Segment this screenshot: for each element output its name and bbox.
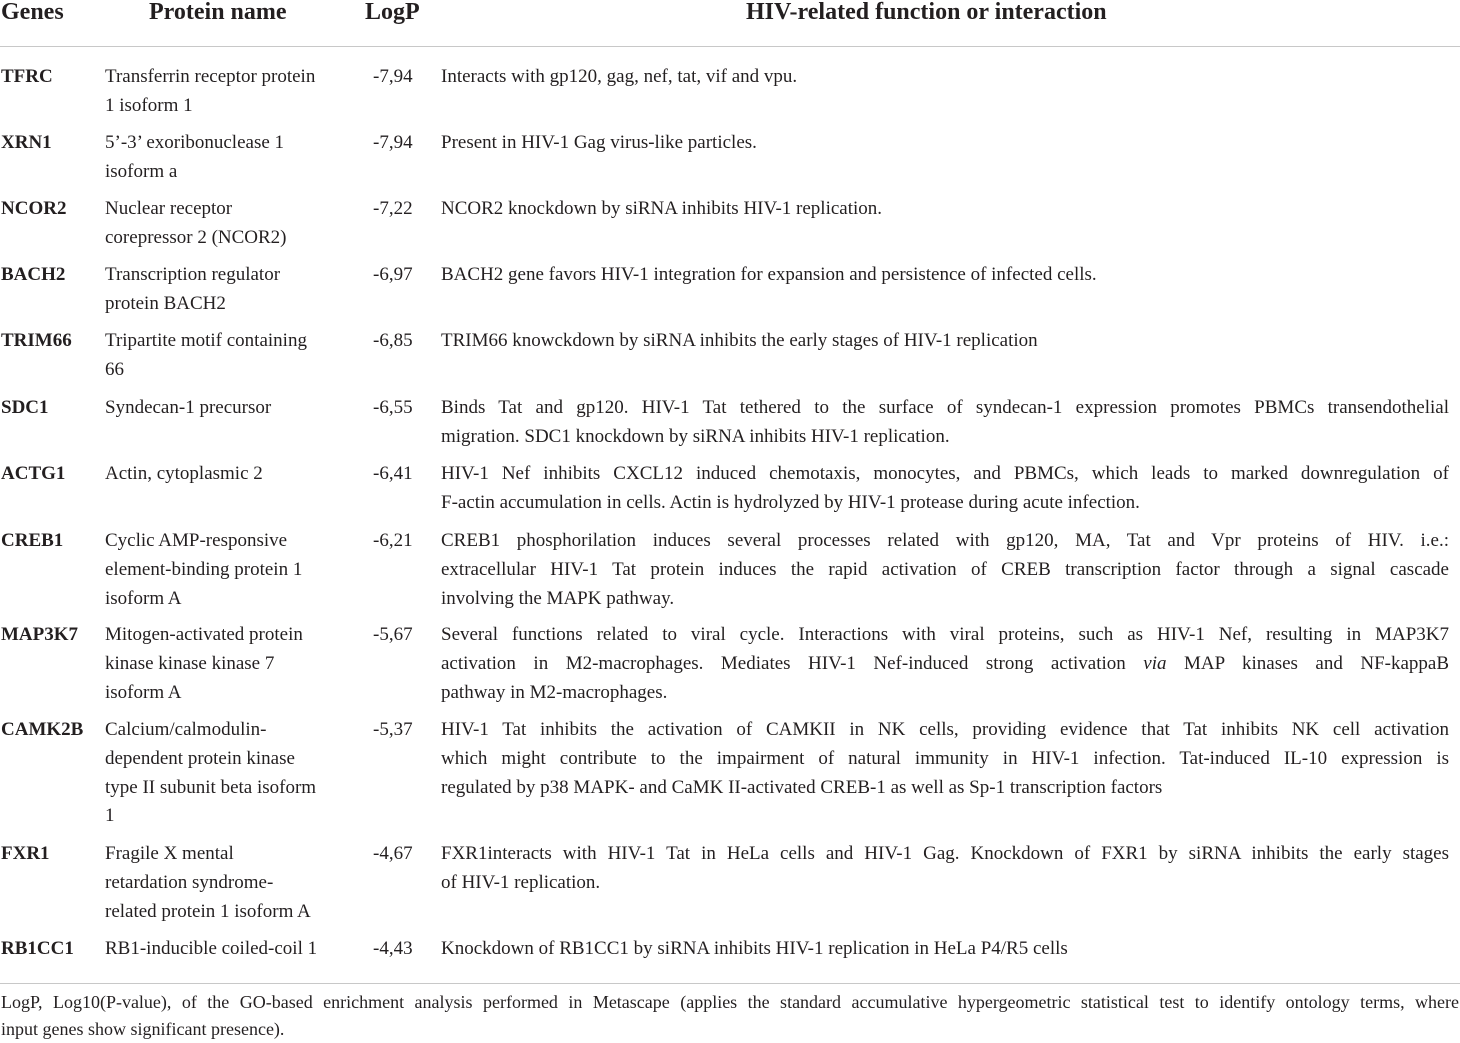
protein-name xyxy=(105,327,355,385)
protein-line: 5’-3’ exoribonuclease 1 xyxy=(105,132,285,153)
function-line: Several functions related to viral cycle. Interactions with viral proteins, such as HIV-1 Nef, resulting in MAP3K7 xyxy=(441,624,1449,645)
function-line: HIV-1 Nef inhibits CXCL12 induced chemotaxis, monocytes, and PBMCs, which leads to marked downregulation of xyxy=(441,463,1449,484)
hiv-function xyxy=(441,716,1449,802)
gene-name: MAP3K7 xyxy=(1,624,79,645)
protein-name xyxy=(105,394,355,423)
gene-name: TFRC xyxy=(1,66,53,87)
protein-name xyxy=(105,460,355,489)
function-line: migration. SDC1 knockdown by siRNA inhibits HIV-1 replication. xyxy=(441,425,950,447)
hiv-function xyxy=(441,840,1449,898)
hiv-function xyxy=(441,129,1449,158)
gene-name: CAMK2B xyxy=(1,719,84,740)
gene-name: BACH2 xyxy=(1,264,66,285)
function-line: pathway in M2-macrophages. xyxy=(441,681,668,703)
protein-line: Nuclear receptor xyxy=(105,198,233,219)
function-text: MAP kinases and NF-kappaB xyxy=(1166,652,1450,674)
protein-name xyxy=(105,195,355,253)
protein-line: 1 isoform 1 xyxy=(105,94,193,116)
gene-name: CREB1 xyxy=(1,530,64,551)
protein-line: Cyclic AMP-responsive xyxy=(105,530,288,551)
protein-line: 66 xyxy=(105,358,124,380)
hiv-function xyxy=(441,195,1449,224)
function-line: Present in HIV-1 Gag virus-like particles. xyxy=(441,132,757,153)
protein-line: isoform a xyxy=(105,160,178,182)
logp-value: -7,22 xyxy=(373,198,413,219)
function-line: extracellular HIV-1 Tat protein induces the rapid activation of CREB transcription factor through a signal cascade xyxy=(441,558,1449,580)
protein-name xyxy=(105,527,355,613)
protein-name xyxy=(105,716,355,831)
hiv-function xyxy=(441,63,1449,92)
function-line: Interacts with gp120, gag, nef, tat, vif and vpu. xyxy=(441,66,798,87)
header-logp: LogP xyxy=(365,0,420,25)
logp-value: -6,55 xyxy=(373,397,413,418)
protein-line: RB1-inducible coiled-coil 1 xyxy=(105,938,318,959)
protein-name xyxy=(105,840,355,926)
gene-name: FXR1 xyxy=(1,843,50,864)
table-header xyxy=(0,0,1460,47)
protein-line: element-binding protein 1 xyxy=(105,558,303,580)
logp-value: -7,94 xyxy=(373,132,413,153)
protein-line: Transcription regulator xyxy=(105,264,281,285)
protein-line: Fragile X mental xyxy=(105,843,234,864)
function-line: HIV-1 Tat inhibits the activation of CAMKII in NK cells, providing evidence that Tat inhibits NK cell activation xyxy=(441,719,1449,740)
function-line: FXR1interacts with HIV-1 Tat in HeLa cells and HIV-1 Gag. Knockdown of FXR1 by siRNA inhibits the early stages xyxy=(441,843,1449,864)
protein-line: type II subunit beta isoform xyxy=(105,776,317,798)
function-italic-text: via xyxy=(1143,652,1167,674)
logp-value: -6,41 xyxy=(373,463,413,484)
logp-value: -5,67 xyxy=(373,624,413,645)
protein-line: Transferrin receptor protein xyxy=(105,66,316,87)
hiv-function xyxy=(441,935,1449,964)
hiv-function xyxy=(441,460,1449,518)
protein-line: Mitogen-activated protein xyxy=(105,624,303,645)
protein-line: protein BACH2 xyxy=(105,292,226,314)
protein-line: retardation syndrome- xyxy=(105,871,274,893)
logp-value: -5,37 xyxy=(373,719,413,740)
protein-name xyxy=(105,935,355,964)
function-line xyxy=(441,650,1449,679)
header-hiv-function: HIV-related function or interaction xyxy=(746,0,1107,25)
header-protein-name: Protein name xyxy=(149,0,287,25)
function-line: CREB1 phosphorilation induces several processes related with gp120, MA, Tat and Vpr proteins of HIV. i.e.: xyxy=(441,530,1449,551)
hiv-function xyxy=(441,394,1449,452)
logp-value: -6,97 xyxy=(373,264,413,285)
function-line: Knockdown of RB1CC1 by siRNA inhibits HIV-1 replication in HeLa P4/R5 cells xyxy=(441,938,1068,959)
hiv-function xyxy=(441,621,1449,707)
protein-line: isoform A xyxy=(105,681,182,703)
protein-line: 1 xyxy=(105,805,115,827)
function-line: TRIM66 knowckdown by siRNA inhibits the early stages of HIV-1 replication xyxy=(441,330,1038,351)
function-text: activation in M2-macrophages. Mediates HIV-1 Nef-induced strong activation xyxy=(441,652,1144,674)
gene-name: TRIM66 xyxy=(1,330,72,351)
gene-name: NCOR2 xyxy=(1,198,67,219)
protein-line: Actin, cytoplasmic 2 xyxy=(105,463,263,484)
protein-line: isoform A xyxy=(105,587,182,609)
protein-line: corepressor 2 (NCOR2) xyxy=(105,226,287,248)
function-line: regulated by p38 MAPK- and CaMK II-activated CREB-1 as well as Sp-1 transcription factors xyxy=(441,776,1163,798)
hiv-function xyxy=(441,327,1449,356)
function-line: Binds Tat and gp120. HIV-1 Tat tethered to the surface of syndecan-1 expression promotes PBMCs transendothelial xyxy=(441,397,1449,418)
gene-name: XRN1 xyxy=(1,132,52,153)
protein-line: kinase kinase kinase 7 xyxy=(105,652,275,674)
protein-name xyxy=(105,129,355,187)
function-line: which might contribute to the impairment of natural immunity in HIV-1 infection. Tat-induced IL-10 expression is xyxy=(441,747,1449,769)
footnote-line: input genes show significant presence). xyxy=(1,1019,285,1039)
table-bottom-rule xyxy=(0,983,1460,984)
protein-name xyxy=(105,63,355,121)
logp-value: -7,94 xyxy=(373,66,413,87)
function-line: of HIV-1 replication. xyxy=(441,871,601,893)
protein-line: dependent protein kinase xyxy=(105,747,295,769)
protein-line: Calcium/calmodulin- xyxy=(105,719,267,740)
protein-name xyxy=(105,261,355,319)
hiv-function xyxy=(441,527,1449,613)
gene-name: ACTG1 xyxy=(1,463,66,484)
logp-value: -4,67 xyxy=(373,843,413,864)
protein-line: Tripartite motif containing xyxy=(105,330,307,351)
protein-line: Syndecan-1 precursor xyxy=(105,397,272,418)
function-line: BACH2 gene favors HIV-1 integration for expansion and persistence of infected cells. xyxy=(441,264,1097,285)
logp-value: -6,85 xyxy=(373,330,413,351)
protein-name xyxy=(105,621,355,707)
logp-value: -4,43 xyxy=(373,938,413,959)
footnote-line: LogP, Log10(P-value), of the GO-based enrichment analysis performed in Metascape (applies the standard accumulative hypergeometric statistical test to identify ontology terms, where xyxy=(1,992,1459,1012)
function-line: involving the MAPK pathway. xyxy=(441,587,675,609)
hiv-function xyxy=(441,261,1449,290)
protein-line: related protein 1 isoform A xyxy=(105,900,311,922)
gene-name: RB1CC1 xyxy=(1,938,74,959)
gene-name: SDC1 xyxy=(1,397,49,418)
table-footnote xyxy=(1,989,1459,1043)
function-line: NCOR2 knockdown by siRNA inhibits HIV-1 replication. xyxy=(441,198,883,219)
function-line: F-actin accumulation in cells. Actin is hydrolyzed by HIV-1 protease during acute infection. xyxy=(441,491,1140,513)
header-genes: Genes xyxy=(1,0,64,25)
logp-value: -6,21 xyxy=(373,530,413,551)
